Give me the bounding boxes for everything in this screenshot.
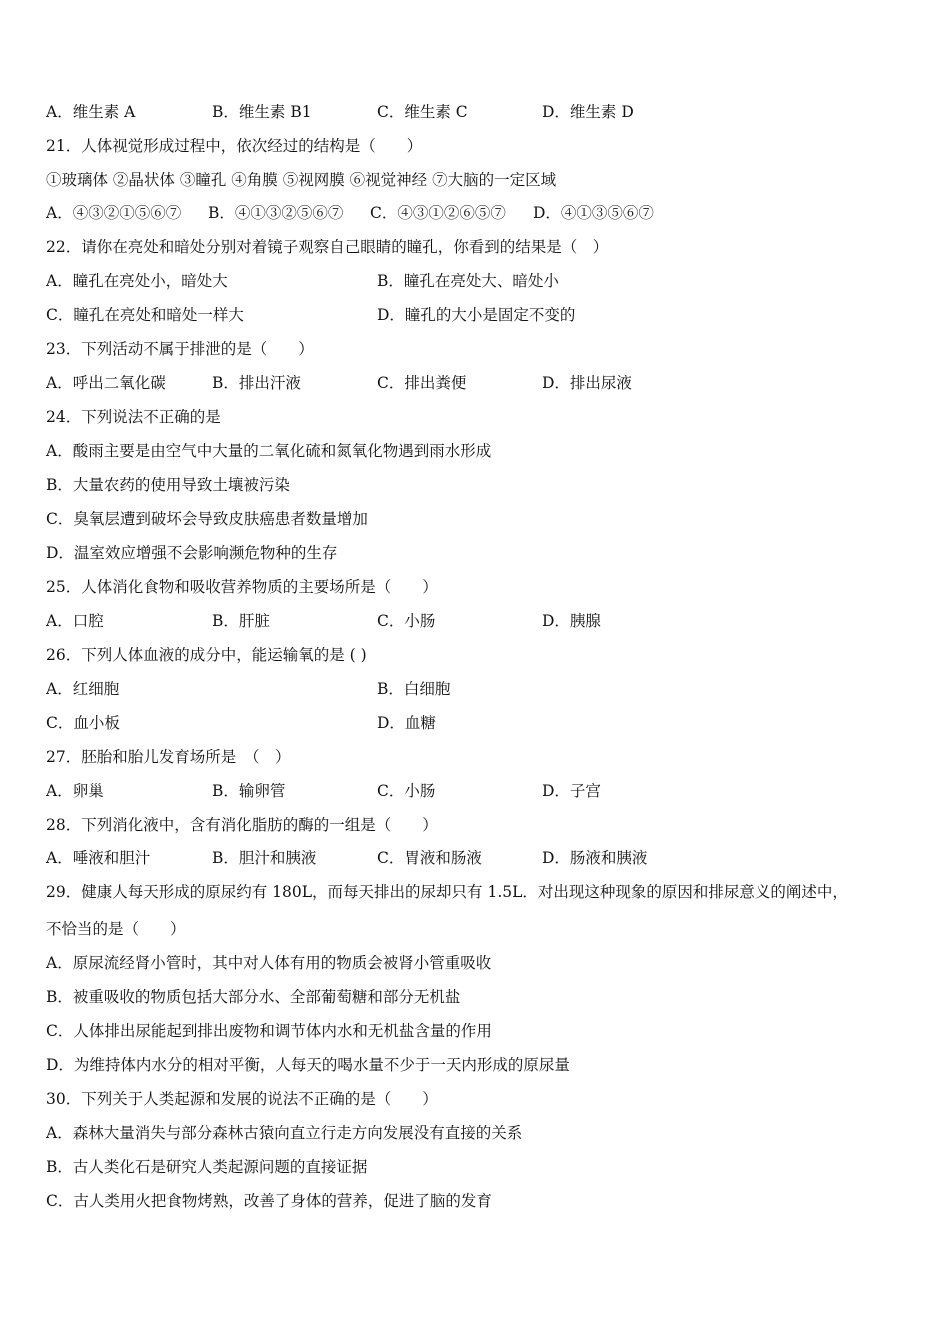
q24-stem: 24．下列说法不正确的是 bbox=[46, 408, 221, 426]
q21-options bbox=[46, 201, 906, 225]
q21-option-c: C．④③①②⑥⑤⑦ bbox=[370, 204, 506, 222]
q28-options bbox=[46, 846, 906, 870]
q28-option-d: D．肠液和胰液 bbox=[542, 849, 648, 867]
q30-option-a: A．森林大量消失与部分森林古猿向直立行走方向发展没有直接的关系 bbox=[46, 1124, 523, 1142]
q30-stem: 30．下列关于人类起源和发展的说法不正确的是（ ） bbox=[46, 1090, 438, 1108]
q29-option-d: D．为维持体内水分的相对平衡，人每天的喝水量不少于一天内形成的原尿量 bbox=[46, 1056, 570, 1074]
q26-option-d: D．血糖 bbox=[377, 714, 436, 732]
q22-option-b: B．瞳孔在亮处大、暗处小 bbox=[377, 272, 559, 290]
q25-option-c: C．小肠 bbox=[377, 612, 436, 630]
q25-option-b: B．肝脏 bbox=[212, 612, 270, 630]
q20-option-c: C．维生素 C bbox=[377, 103, 468, 121]
q23-stem: 23．下列活动不属于排泄的是（ ） bbox=[46, 340, 314, 358]
q22-options-row1 bbox=[46, 269, 906, 293]
q29-option-c: C．人体排出尿能起到排出废物和调节体内水和无机盐含量的作用 bbox=[46, 1022, 492, 1040]
q24-option-a: A．酸雨主要是由空气中大量的二氧化硫和氮氧化物遇到雨水形成 bbox=[46, 442, 492, 460]
q26-options-row1 bbox=[46, 677, 906, 701]
q30-option-c: C．古人类用火把食物烤熟，改善了身体的营养，促进了脑的发育 bbox=[46, 1192, 492, 1210]
q23-option-c: C．排出粪便 bbox=[377, 374, 467, 392]
q25-stem: 25．人体消化食物和吸收营养物质的主要场所是（ ） bbox=[46, 578, 438, 596]
q21-option-b: B．④①③②⑤⑥⑦ bbox=[208, 204, 344, 222]
q22-option-d: D．瞳孔的大小是固定不变的 bbox=[377, 306, 576, 324]
q26-option-a: A．红细胞 bbox=[46, 680, 120, 698]
q22-option-a: A．瞳孔在亮处小，暗处大 bbox=[46, 272, 228, 290]
q26-options-row2 bbox=[46, 711, 906, 735]
q20-option-d: D．维生素 D bbox=[542, 103, 634, 121]
q29-stem-line1: 29．健康人每天形成的原尿约有 180L，而每天排出的尿却只有 1.5L．对出现这种现象的原因和排尿意义的阐述中， bbox=[46, 883, 848, 901]
q20-option-b: B．维生素 B1 bbox=[212, 103, 312, 121]
q24-option-d: D．温室效应增强不会影响濒危物种的生存 bbox=[46, 544, 338, 562]
q29-option-b: B．被重吸收的物质包括大部分水、全部葡萄糖和部分无机盐 bbox=[46, 988, 461, 1006]
q25-option-a: A．口腔 bbox=[46, 612, 104, 630]
q26-option-c: C．血小板 bbox=[46, 714, 120, 732]
q22-stem: 22．请你在亮处和暗处分别对着镜子观察自己眼睛的瞳孔，你看到的结果是（ ） bbox=[46, 238, 609, 256]
q21-items: ①玻璃体 ②晶状体 ③瞳孔 ④角膜 ⑤视网膜 ⑥视觉神经 ⑦大脑的一定区域 bbox=[46, 171, 557, 189]
q28-stem: 28．下列消化液中，含有消化脂肪的酶的一组是（ ） bbox=[46, 816, 438, 834]
q27-option-a: A．卵巢 bbox=[46, 782, 104, 800]
q21-stem: 21．人体视觉形成过程中，依次经过的结构是（ ） bbox=[46, 137, 423, 155]
q28-option-a: A．唾液和胆汁 bbox=[46, 849, 151, 867]
q23-options bbox=[46, 371, 906, 395]
q24-option-b: B．大量农药的使用导致土壤被污染 bbox=[46, 476, 290, 494]
q30-option-b: B．古人类化石是研究人类起源问题的直接证据 bbox=[46, 1158, 368, 1176]
q23-option-a: A．呼出二氧化碳 bbox=[46, 374, 166, 392]
q21-option-d: D．④①③⑤⑥⑦ bbox=[533, 204, 654, 222]
q22-options-row2 bbox=[46, 303, 906, 327]
q27-options bbox=[46, 779, 906, 803]
q21-option-a: A．④③②①⑤⑥⑦ bbox=[46, 204, 182, 222]
q25-option-d: D．胰腺 bbox=[542, 612, 601, 630]
q25-options bbox=[46, 609, 906, 633]
q23-option-b: B．排出汗液 bbox=[212, 374, 301, 392]
q28-option-c: C．胃液和肠液 bbox=[377, 849, 482, 867]
q29-stem-line2: 不恰当的是（ ） bbox=[46, 920, 186, 938]
q28-option-b: B．胆汁和胰液 bbox=[212, 849, 317, 867]
q20-option-a: A．维生素 A bbox=[46, 103, 136, 121]
q27-option-b: B．输卵管 bbox=[212, 782, 286, 800]
q26-stem: 26．下列人体血液的成分中，能运输氧的是 ( ) bbox=[46, 646, 367, 664]
q27-stem: 27．胚胎和胎儿发育场所是 （ ） bbox=[46, 748, 291, 766]
q27-option-d: D．子宫 bbox=[542, 782, 601, 800]
q27-option-c: C．小肠 bbox=[377, 782, 436, 800]
q24-option-c: C．臭氧层遭到破坏会导致皮肤癌患者数量增加 bbox=[46, 510, 368, 528]
q20-options bbox=[46, 100, 906, 124]
q29-option-a: A．原尿流经肾小管时，其中对人体有用的物质会被肾小管重吸收 bbox=[46, 954, 492, 972]
q22-option-c: C．瞳孔在亮处和暗处一样大 bbox=[46, 306, 244, 324]
q26-option-b: B．白细胞 bbox=[377, 680, 451, 698]
q23-option-d: D．排出尿液 bbox=[542, 374, 632, 392]
